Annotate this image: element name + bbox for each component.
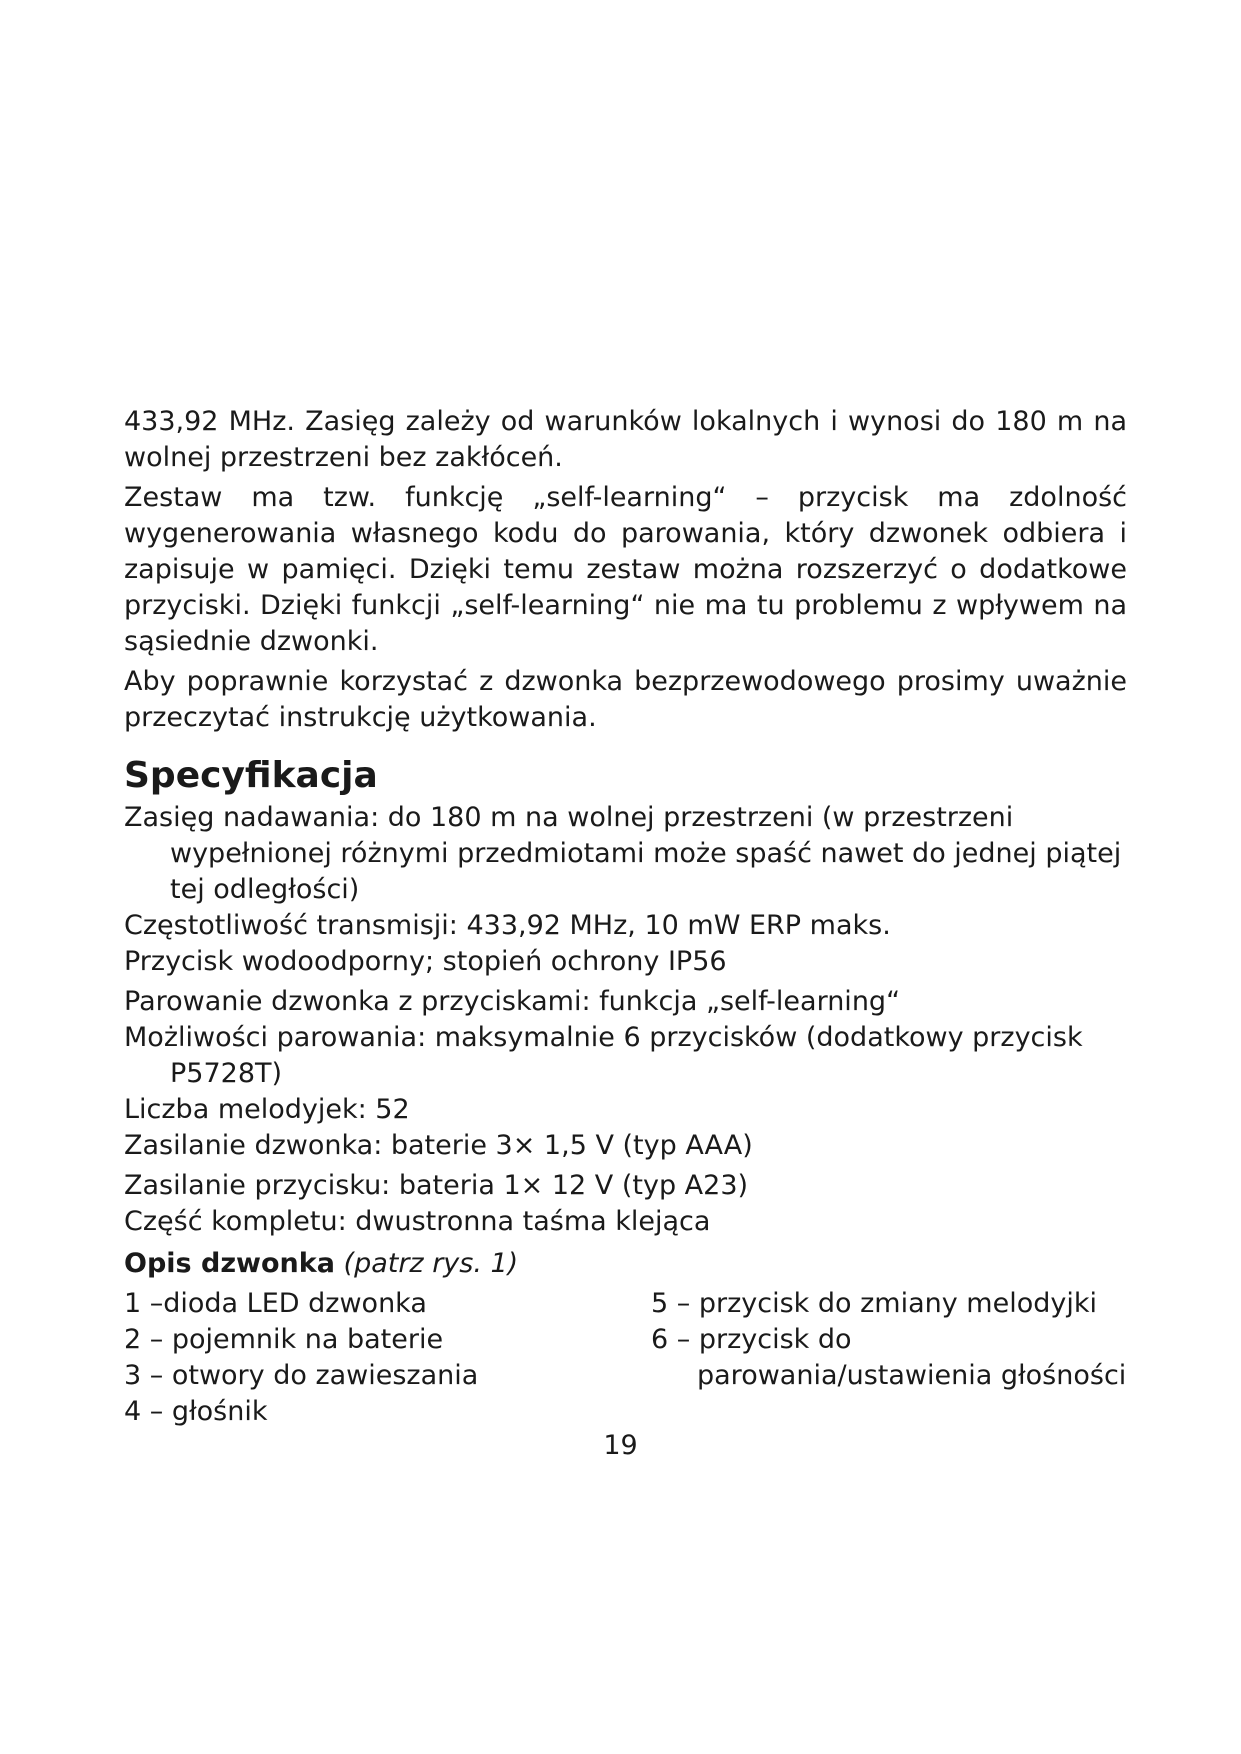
spec-item-frequency: Częstotliwość transmisji: 433,92 MHz, 10 mW ERP maks. [124,910,891,941]
bell-parts-left [124,1286,644,1430]
bell-parts-right [651,1286,1127,1430]
intro-paragraph-3: Aby poprawnie korzystać z dzwonka bezprzewodowego prosimy uważnie przeczytać instrukcję użytkowania. [124,666,1127,733]
specification-list [124,800,1127,1240]
intro-paragraph-2: Zestaw ma tzw. funkcję „self-learning“ – przycisk ma zdolność wygenerowania własnego kodu do parowania, który dzwonek odbiera i zapisuje w pamięci. Dzięki temu zestaw można rozszerzyć o dodatkowe przyciski. Dzięki funkcji „self-learning“ nie ma tu problemu z wpływem na sąsiednie dzwonki. [124,482,1127,657]
spec-item-melodies: Liczba melodyjek: 52 [124,1094,410,1125]
spec-item-button-power: Zasilanie przycisku: bateria 1× 12 V (typ A23) [124,1170,749,1201]
bell-description-ref: (patrz rys. 1) [343,1248,519,1279]
spec-item-pairing-capacity: Możliwości parowania: maksymalnie 6 przycisków (dodatkowy przycisk P5728T) [124,1022,1083,1089]
spec-item-bell-power: Zasilanie dzwonka: baterie 3× 1,5 V (typ AAA) [124,1130,753,1161]
spec-item-pairing: Parowanie dzwonka z przyciskami: funkcja „self-learning“ [124,986,901,1017]
page-number: 19 [603,1430,638,1461]
spec-item-waterproof: Przycisk wodoodporny; stopień ochrony IP56 [124,946,727,977]
part-item-holes: 3 – otwory do zawieszania [124,1360,479,1391]
bell-description-title: Opis dzwonka [124,1248,335,1279]
part-item-led: 1 –dioda LED dzwonka [124,1288,427,1319]
specification-heading: Specyfikacja [124,755,378,796]
bell-parts-columns [124,1286,1127,1430]
part-item-speaker: 4 – głośnik [124,1396,268,1427]
part-item-battery: 2 – pojemnik na baterie [124,1324,444,1355]
spec-item-kit-part: Część kompletu: dwustronna taśma klejąca [124,1206,711,1237]
part-item-pairing-button: 6 – przycisk do parowania/ustawienia głośności [651,1324,1127,1391]
spec-item-range: Zasięg nadawania: do 180 m na wolnej przestrzeni (w przestrzeni wypełnionej różnymi przedmiotami może spaść nawet do jednej piątej tej odległości) [124,802,1122,905]
bell-description-heading [124,1246,1127,1282]
document-body [124,404,1127,1430]
intro-paragraph-1: 433,92 MHz. Zasięg zależy od warunków lokalnych i wynosi do 180 m na wolnej przestrzeni bez zakłóceń. [124,406,1127,473]
part-item-melody-button: 5 – przycisk do zmiany melodyjki [651,1288,1097,1319]
